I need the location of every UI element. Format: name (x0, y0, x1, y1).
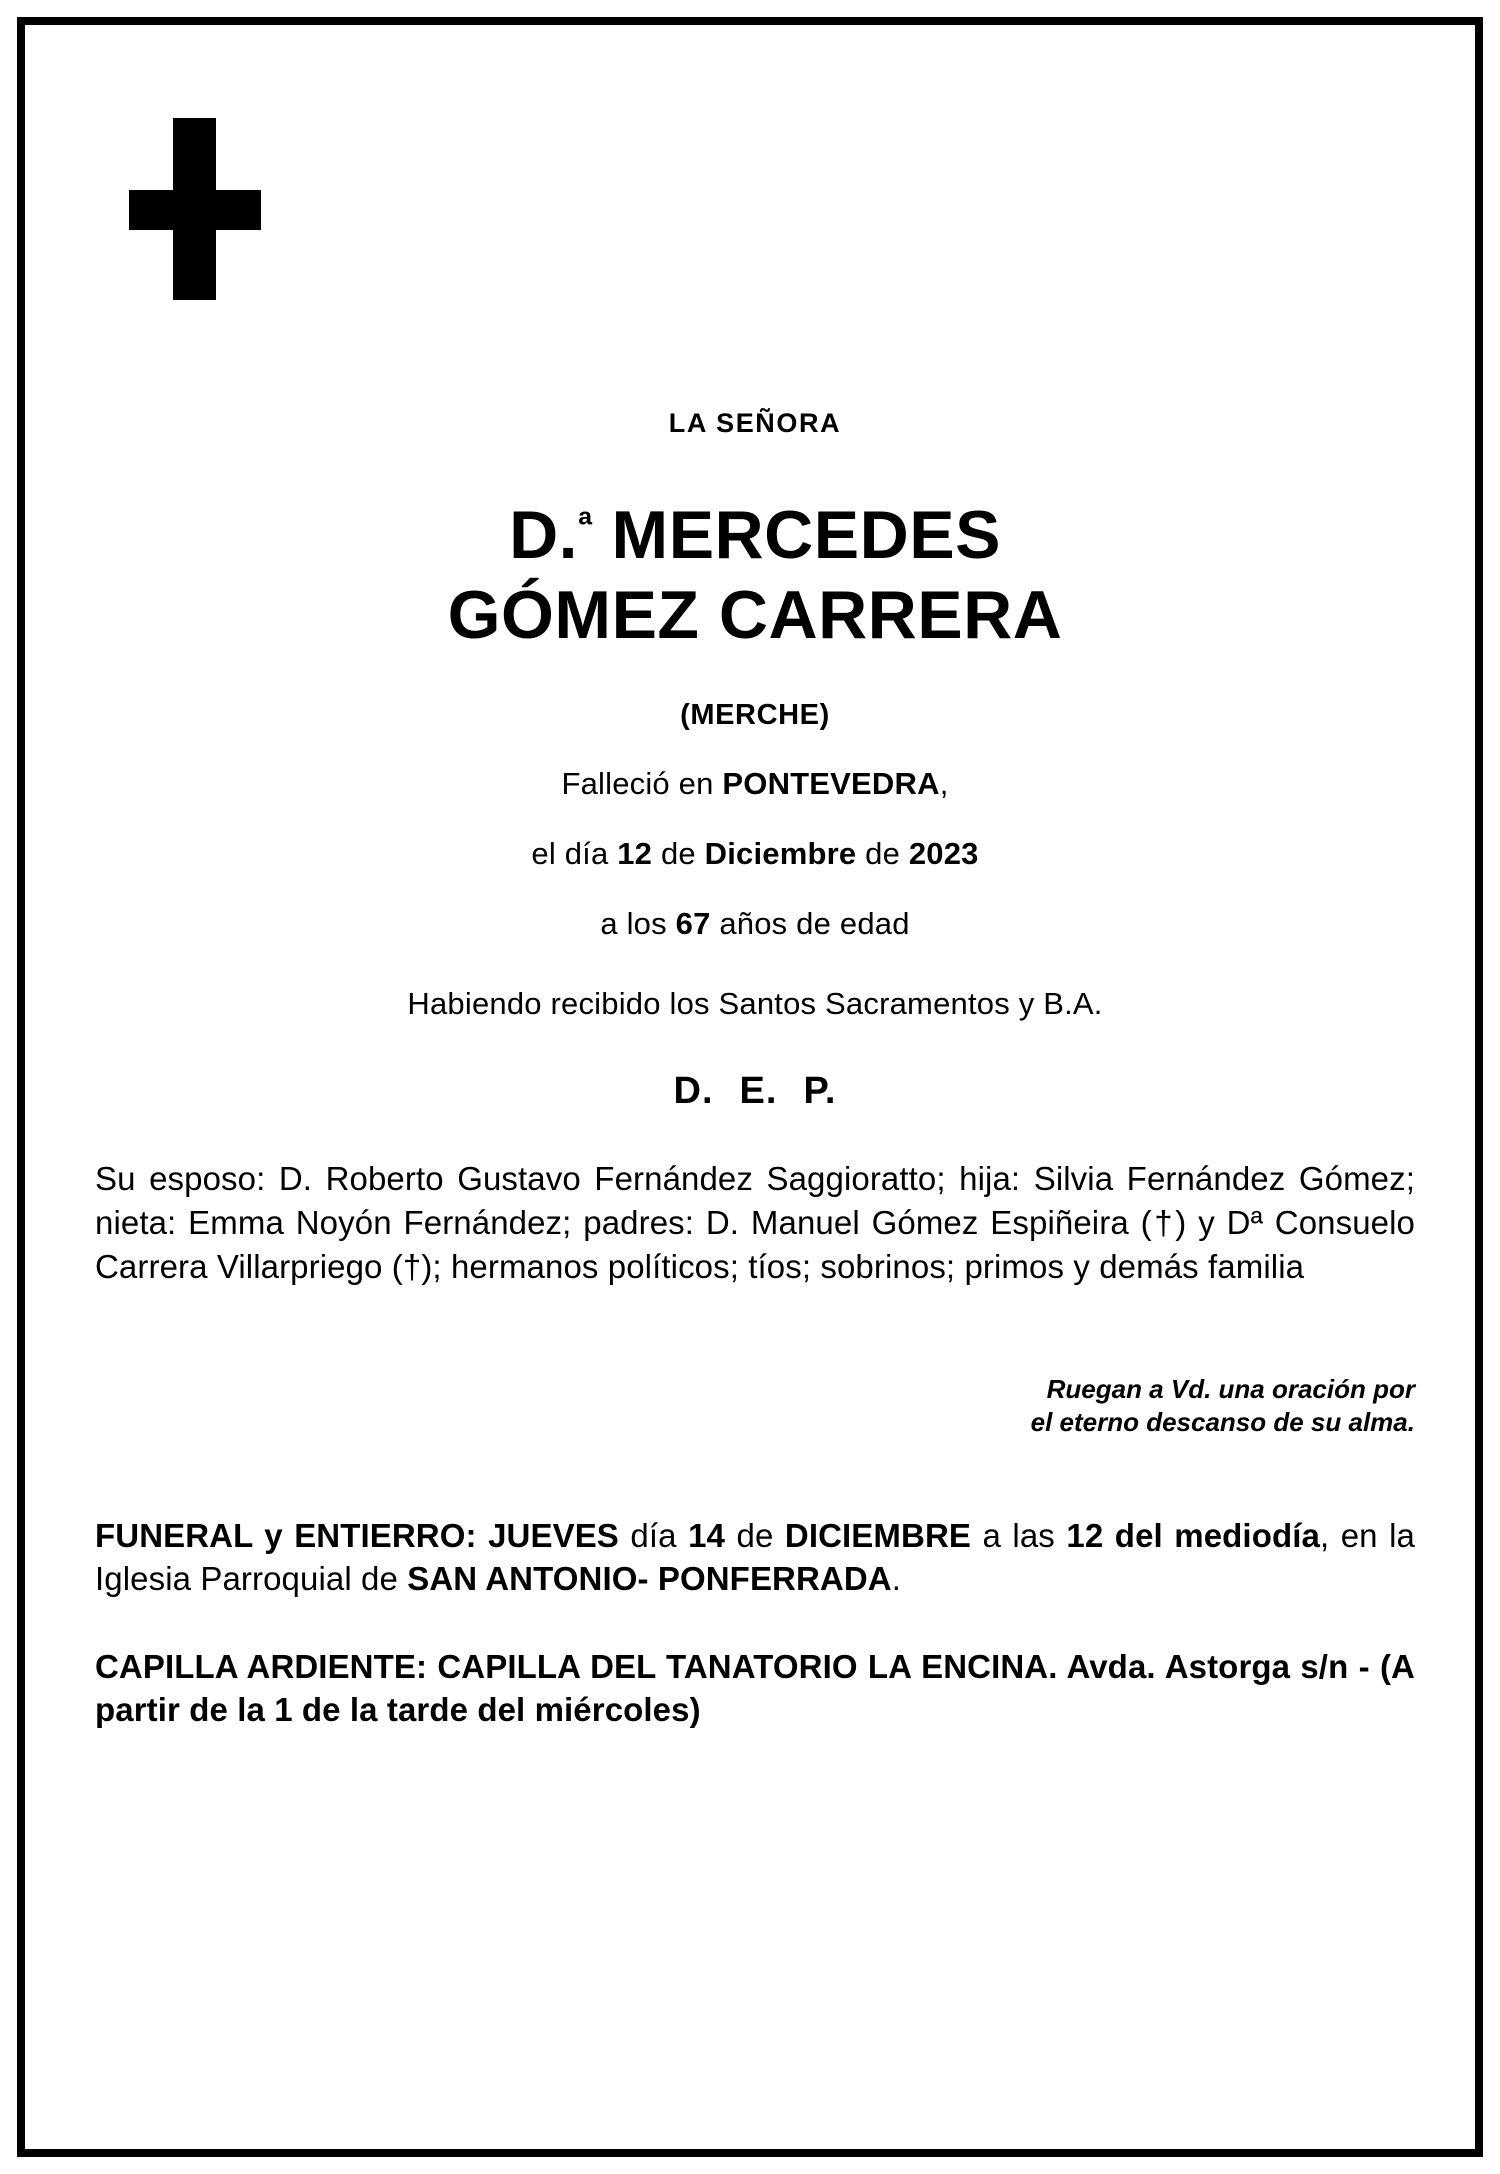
funeral-church: SAN ANTONIO- PONFERRADA (407, 1560, 892, 1598)
death-date-sep-1: de (652, 836, 705, 872)
age-value: 67 (675, 906, 711, 942)
chapel-venue: CAPILLA DEL TANATORIO LA ENCINA. Avda. Astorga s/n - (A partir de la 1 de la tarde del miércoles) (95, 1647, 1415, 1729)
funeral-de-word: de (725, 1516, 785, 1554)
dep-d: D. (673, 1070, 714, 1113)
funeral-dia-word: día (618, 1516, 689, 1554)
latin-cross-icon (115, 60, 315, 260)
prayer-line-1: Ruegan a Vd. una oración por (1046, 1374, 1415, 1405)
deceased-name-line-2: GÓMEZ CARRERA (447, 577, 1063, 654)
death-date-line (95, 836, 1415, 872)
funeral-details (95, 1514, 1415, 1601)
name-first: MERCEDES (592, 497, 1001, 573)
honorific-label: LA SEÑORA (668, 408, 842, 438)
death-place-suffix: , (939, 766, 949, 802)
name-prefix: D. (509, 497, 579, 573)
death-date-sep-2: de (856, 836, 909, 872)
death-place: PONTEVEDRA (722, 766, 940, 802)
funeral-alas-word: a las (970, 1516, 1067, 1554)
sacraments-line: Habiendo recibido los Santos Sacramentos y B.A. (407, 986, 1103, 1022)
funeral-month: DICIEMBRE (784, 1516, 971, 1554)
prayer-line-2: el eterno descanso de su alma. (1030, 1407, 1415, 1438)
funeral-label: FUNERAL y ENTIERRO: JUEVES (95, 1516, 619, 1554)
name-ordinal: ª (578, 505, 593, 548)
dep-abbreviation (95, 1070, 1415, 1113)
funeral-end-period: . (891, 1560, 901, 1598)
death-date-prefix: el día (531, 836, 618, 872)
deceased-nickname: (MERCHE) (680, 699, 830, 732)
notice-content (95, 60, 1415, 1732)
surviving-family-paragraph: Su esposo: D. Roberto Gustavo Fernández Saggioratto; hija: Silvia Fernández Gómez; nieta: Emma Noyón Fernández; padres: D. Manuel Gómez Espiñeira (†) y Dª Consuelo Carrera Villarpriego (†); hermanos políticos; tíos; sobrinos; primos y demás familia (95, 1160, 1415, 1286)
death-age-line (95, 906, 1415, 942)
death-day: 12 (617, 836, 653, 872)
cross-horizontal-bar (129, 190, 261, 230)
death-place-line (95, 766, 1415, 802)
age-suffix: años de edad (710, 906, 910, 942)
death-month: Diciembre (704, 836, 857, 872)
dep-e: E. (739, 1070, 778, 1113)
deceased-name (95, 495, 1415, 655)
prayer-request (95, 1373, 1415, 1440)
age-prefix: a los (600, 906, 676, 942)
death-place-prefix: Falleció en (561, 766, 723, 802)
chapel-label: CAPILLA ARDIENTE: (95, 1647, 428, 1685)
funeral-church-prefix: , en la Iglesia Parroquial de (95, 1516, 1415, 1598)
funeral-time: 12 del mediodía (1066, 1516, 1320, 1554)
dep-p: P. (803, 1070, 837, 1113)
deceased-name-line-1 (95, 495, 1415, 575)
death-year: 2023 (908, 836, 979, 872)
funeral-day: 14 (688, 1516, 725, 1554)
chapel-details (95, 1645, 1415, 1732)
